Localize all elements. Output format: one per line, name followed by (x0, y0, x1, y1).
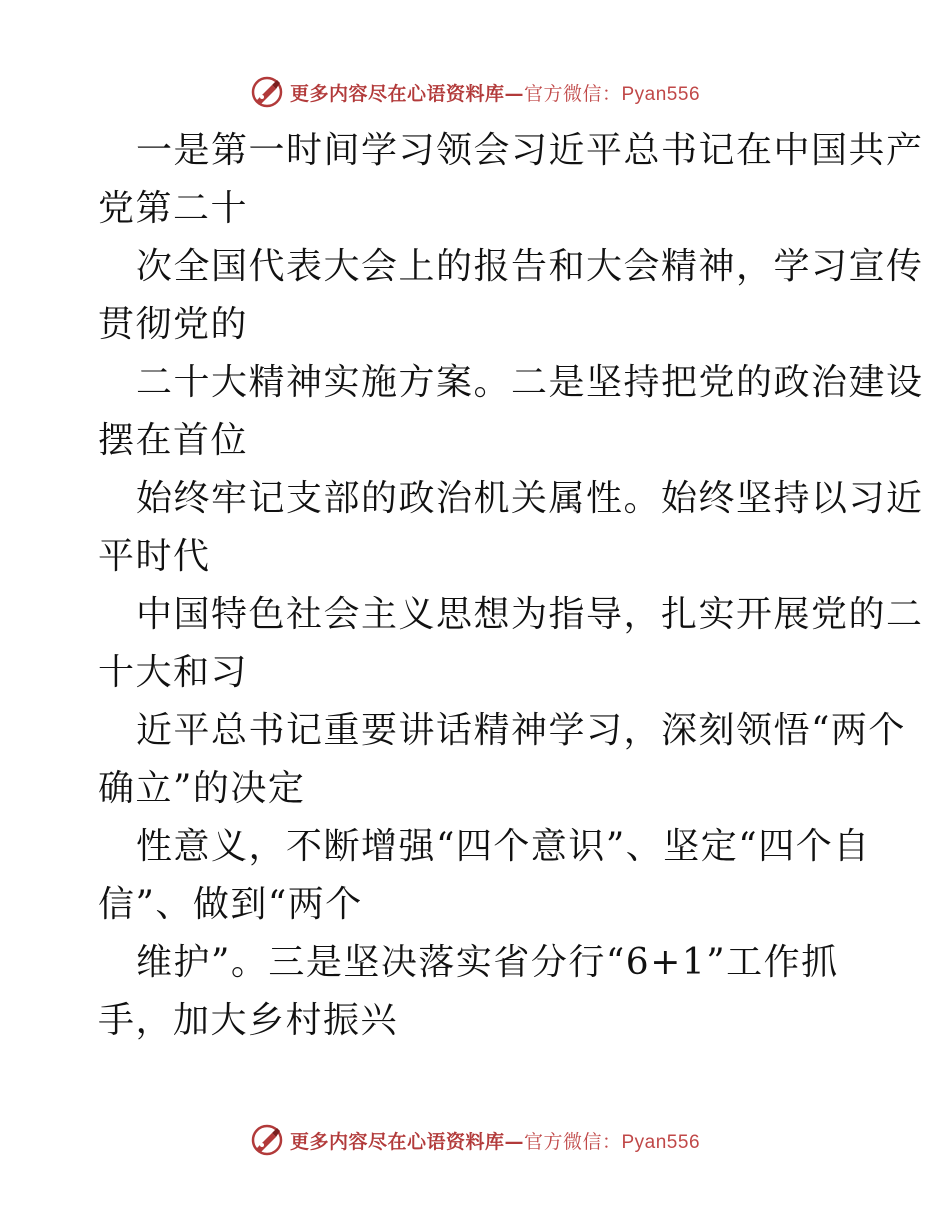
body-line: 摆在首位 (98, 420, 249, 461)
watermark-dash: — (504, 1130, 524, 1153)
body-line: 手，加大乡村振兴 (98, 1000, 399, 1041)
body-line: 维护”。三是坚决落实省分行“6+1”工作抓 (136, 942, 839, 983)
body-line: 一是第一时间学习领会习近平总书记在中国共产 (136, 130, 924, 171)
watermark-site: 更多内容尽在心语资料库 (289, 82, 505, 105)
body-line: 性意义，不断增强“四个意识”、坚定“四个自 (136, 826, 871, 867)
body-line: 党第二十 (98, 188, 249, 229)
document-body (98, 122, 924, 1050)
watermark-site: 更多内容尽在心语资料库 (289, 1130, 505, 1153)
body-line: 中国特色社会主义思想为指导，扎实开展党的二 (136, 594, 924, 635)
watermark-dash: — (504, 82, 524, 105)
header-watermark (0, 72, 950, 112)
watermark-text (290, 79, 700, 106)
footer-watermark (0, 1120, 950, 1160)
body-line: 近平总书记重要讲话精神学习，深刻领悟“两个 (136, 710, 906, 751)
body-line: 平时代 (98, 536, 211, 577)
body-line: 确立”的决定 (98, 768, 306, 809)
body-line: 二十大精神实施方案。二是坚持把党的政治建设 (136, 362, 924, 403)
body-line: 十大和习 (98, 652, 249, 693)
watermark-contact: 官方微信：Pyan556 (524, 83, 701, 105)
watermark-text (290, 1127, 700, 1154)
body-line: 贯彻党的 (98, 304, 249, 345)
body-line: 次全国代表大会上的报告和大会精神，学习宣传 (136, 246, 924, 287)
pen-logo-icon (250, 75, 284, 109)
pen-logo-icon (250, 1123, 284, 1157)
body-line: 始终牢记支部的政治机关属性。始终坚持以习近 (136, 478, 924, 519)
body-line: 信”、做到“两个 (98, 884, 363, 925)
watermark-contact: 官方微信：Pyan556 (524, 1131, 701, 1153)
